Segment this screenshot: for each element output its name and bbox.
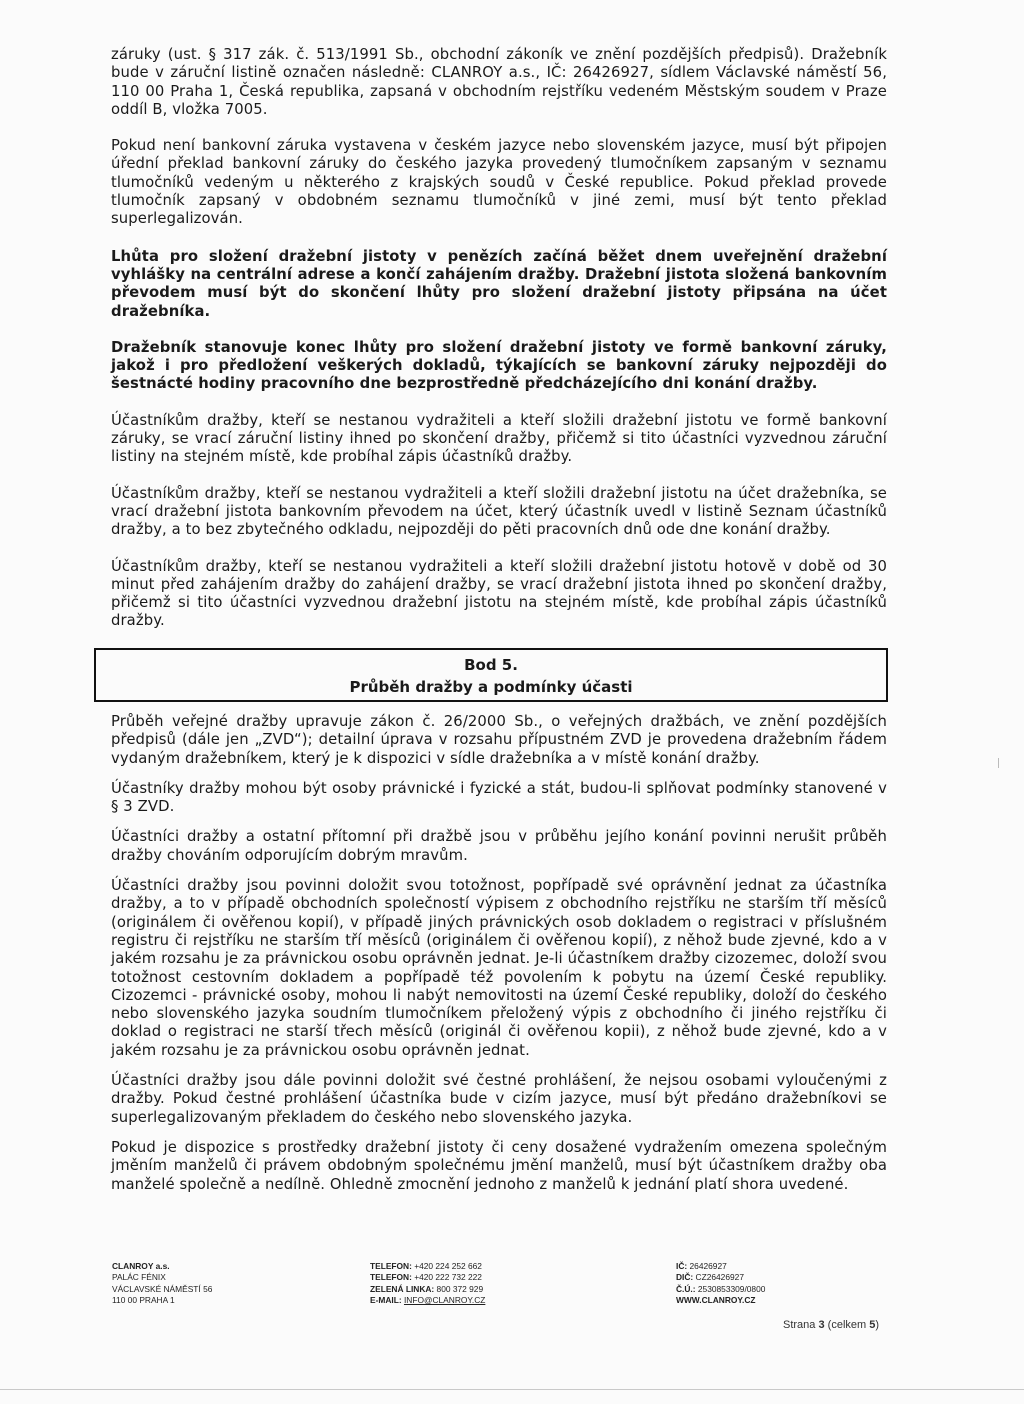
footer-contact-row bbox=[370, 1272, 485, 1283]
paragraph-guarantee-listing: záruky (ust. § 317 zák. č. 513/1991 Sb., obchodní zákoník ve znění pozdějších předpisů). Dražebník bude v záruční listině označen následně: CLANROY a.s., IČ: 26426927, sídlem Václavské náměstí 56, 110 00 Praha 1, Česká republika, zapsaná v obchodním rejstříku vedeném Městským soudem v Praze oddíl B, vložka 7005. bbox=[111, 46, 887, 118]
footer-id-row bbox=[676, 1272, 765, 1283]
footer-id-label: Č.Ú.: bbox=[676, 1283, 696, 1294]
paragraph-deposit-deadline: Lhůta pro složení dražební jistoty v penězích začíná běžet dnem uveřejnění dražební vyhlášky na centrální adrese a končí zahájením dražby. Dražební jistota složená bankovním převodem musí být do skončení lhůty pro složení dražební jistoty připsána na účet dražebníka. bbox=[111, 247, 887, 320]
paragraph-spouses: Pokud je dispozice s prostředky dražební jistoty či ceny dosažené vydražením omezena společným jměním manželů či právem obdobným společnému jmění manželů, musí být účastníkem dražby oba manželé společně a nedílně. Ohledně zmocnění jednoho z manželů k jednání platí shora uvedené. bbox=[111, 1138, 887, 1193]
paragraph-auction-course: Průběh veřejné dražby upravuje zákon č. 26/2000 Sb., o veřejných dražbách, ve znění pozdějších předpisů (dále jen „ZVD“); detailní úprava v rozsahu přípustném ZVD je provedena dražebním řádem vydaným dražebníkem, který je k dispozici v sídle dražebníka a v místě konání dražby. bbox=[111, 713, 887, 767]
section-title: Průběh dražby a podmínky účasti bbox=[349, 678, 633, 696]
section-body bbox=[111, 713, 887, 1194]
footer-contact-label: E-MAIL: bbox=[370, 1294, 402, 1305]
paragraph-participants: Účastníky dražby mohou být osoby právnické i fyzické a stát, budou-li splňovat podmínky stanovené v § 3 ZVD. bbox=[111, 779, 887, 816]
paragraph-return-transfer: Účastníkům dražby, kteří se nestanou vydražiteli a kteří složili dražební jistotu na účet dražebníka, se vrací dražební jistota bankovním převodem na účet, který účastník uvedl v listině Seznam účastníků dražby, a to bez zbytečného odkladu, nejpozději do pěti pracovních dnů ode dne konání dražby. bbox=[111, 484, 887, 539]
page-number bbox=[783, 1319, 879, 1331]
footer-id-value: CZ26426927 bbox=[695, 1272, 744, 1283]
footer-id-value: 26426927 bbox=[689, 1261, 727, 1271]
footer-company-line: PALÁC FÉNIX bbox=[112, 1272, 166, 1283]
paragraph-declaration: Účastníci dražby jsou dále povinni doložit své čestné prohlášení, že nejsou osobami vyloučenými z dražby. Pokud čestné prohlášení účastníka bude v cizím jazyce, musí být předáno dražebníkovi se superlegalizovaným překladem do českého nebo slovenského jazyka. bbox=[111, 1072, 887, 1126]
footer-company-line: 110 00 PRAHA 1 bbox=[112, 1294, 175, 1305]
footer-email-link[interactable]: INFO@CLANROY.CZ bbox=[403, 1294, 486, 1305]
section-heading-box bbox=[94, 648, 888, 702]
section-number: Bod 5. bbox=[464, 656, 518, 674]
footer-contacts bbox=[370, 1261, 485, 1306]
footer-contact-label: TELEFON: bbox=[370, 1272, 412, 1283]
paragraph-conduct: Účastníci dražby a ostatní přítomní při dražbě jsou v průběhu jejího konání povinni nerušit průběh dražby chováním odporujícím dobrým mravům. bbox=[111, 828, 887, 864]
footer-website-link[interactable]: WWW.CLANROY.CZ bbox=[676, 1294, 756, 1305]
footer-contact-value: +420 222 732 222 bbox=[414, 1272, 482, 1283]
page-label: Strana bbox=[783, 1319, 816, 1331]
footer-company-line: VÁCLAVSKÉ NÁMĚSTÍ 56 bbox=[112, 1283, 213, 1294]
footer-id-label: IČ: bbox=[676, 1261, 688, 1271]
page-middle: (celkem bbox=[827, 1319, 867, 1331]
footer-contact-row bbox=[370, 1284, 485, 1295]
document-body bbox=[111, 46, 887, 631]
footer-contact-label: ZELENÁ LINKA: bbox=[370, 1283, 435, 1294]
paragraph-translation: Pokud není bankovní záruka vystavena v českém jazyce nebo slovenském jazyce, musí být připojen úřední překlad bankovní záruky do českého jazyka provedený tlumočníkem zapsaným v seznamu tlumočníků vedeným u některého z krajských soudů v České republice. Pokud překlad provede tlumočník zapsaný v obdobném seznamu tlumočníků v jiné zemi, musí být tento překlad superlegalizován. bbox=[111, 137, 887, 228]
footer-company bbox=[112, 1261, 212, 1306]
page-end: ) bbox=[875, 1319, 880, 1331]
footer-contact-value: +420 224 252 662 bbox=[414, 1261, 482, 1271]
footer-contact-label: TELEFON: bbox=[370, 1261, 412, 1271]
paragraph-guarantee-deadline: Dražebník stanovuje konec lhůty pro složení dražební jistoty ve formě bankovní záruky, jakož i pro předložení veškerých dokladů, týkajících se bankovní záruky nejpozději do šestnácté hodiny pracovního dne bezprostředně předcházejícího dni konání dražby. bbox=[111, 338, 887, 393]
footer-contact-row bbox=[370, 1295, 485, 1306]
footer-contact-row bbox=[370, 1261, 485, 1272]
footer-id-row bbox=[676, 1261, 765, 1272]
page-total: 5 bbox=[869, 1319, 876, 1331]
paragraph-return-cash: Účastníkům dražby, kteří se nestanou vydražiteli a kteří složili dražební jistotu hotově v době od 30 minut před zahájením dražby do zahájení dražby, se vrací dražební jistota ihned po skončení dražby, přičemž si tito účastníci vyzvednou dražební jistotu na stejném místě, kde probíhal zápis účastníků dražby. bbox=[111, 557, 887, 630]
scan-margin-mark bbox=[998, 758, 999, 768]
paragraph-return-guarantee: Účastníkům dražby, kteří se nestanou vydražiteli a kteří složili dražební jistotu ve formě bankovní záruky, se vrací záruční listiny ihned po skončení dražby, přičemž si tito účastníci vyzvednou záruční listiny na stejném místě, kde probíhal zápis účastníků dražby. bbox=[111, 411, 887, 466]
footer-contact-value: 800 372 929 bbox=[436, 1283, 484, 1294]
footer-company-name: CLANROY a.s. bbox=[112, 1261, 170, 1271]
footer-ids bbox=[676, 1261, 765, 1306]
footer-id-row bbox=[676, 1284, 765, 1295]
footer-id-value: 2530853309/0800 bbox=[697, 1283, 766, 1294]
scan-bottom-line bbox=[0, 1389, 1024, 1390]
page-current: 3 bbox=[818, 1319, 825, 1331]
paragraph-identity: Účastníci dražby jsou povinni doložit svou totožnost, popřípadě své oprávnění jednat za účastníka dražby, a to v případě obchodních společností výpisem z obchodního rejstříku ne starším tří měsíců (originálem či ověřenou kopií), v případě jiných právnických osob dokladem o registraci v příslušném registru či rejstříku ne starším tří měsíců (originálem či ověřenou kopií), z něhož bude zjevné, kdo a v jakém rozsahu je za právnickou osobu oprávněn jednat. Je-li účastníkem dražby cizozemec, doloží svou totožnost cestovním dokladem a popřípadě též povolením k pobytu na území České republiky. Cizozemci - právnické osoby, mohou li nabýt nemovitosti na území České republiky, doloží do českého nebo slovenského jazyka soudním tlumočníkem přeložený výpis z obchodního či jiného rejstříku či doklad o registraci ne starší třech měsíců (originál či ověřenou kopii), z něhož bude zjevné, kdo a v jakém rozsahu je za právnickou osobu oprávněn jednat. bbox=[111, 877, 887, 1059]
footer-id-label: DIČ: bbox=[676, 1272, 694, 1283]
